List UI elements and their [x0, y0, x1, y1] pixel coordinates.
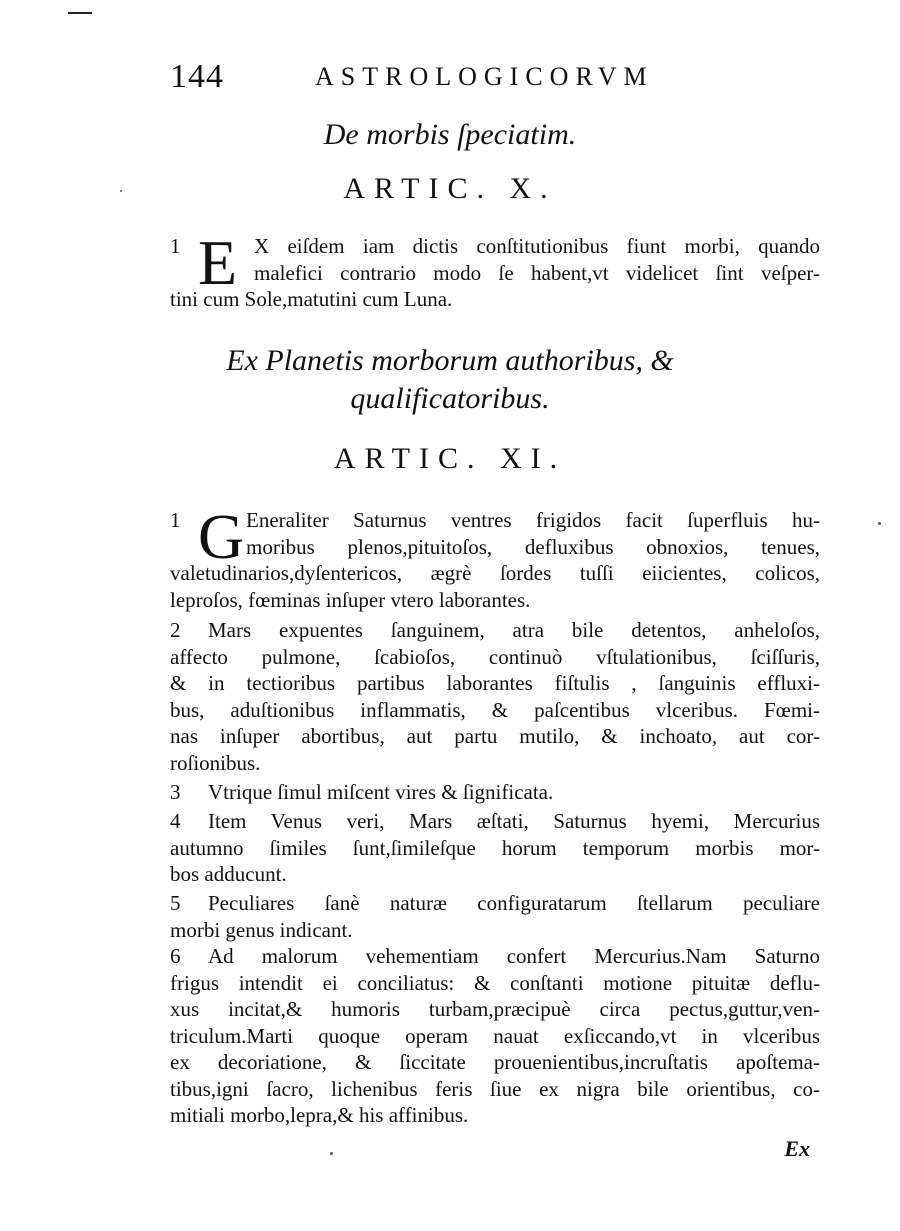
text-line: & in tectioribus partibus laborantes fiſtulis , ſanguinis effluxi-	[170, 671, 820, 695]
text-line	[170, 779, 820, 806]
text-line: xus incitat,& humoris turbam,præcipuè circa pectus,guttur,ven-	[170, 997, 820, 1021]
text-line: bus, aduſtionibus inflammatis, & paſcentibus vlceribus. Fœmi-	[170, 697, 820, 722]
text-line: bos adducunt.	[170, 862, 287, 886]
paragraph	[170, 227, 820, 313]
paragraph-number: 6	[170, 944, 181, 968]
running-head: ASTROLOGICORVM	[315, 62, 654, 91]
text-line	[170, 808, 820, 835]
paragraph	[170, 943, 820, 1129]
text-line: leproſos, fœminas inſuper vtero laborantes.	[170, 587, 531, 612]
text-line-content: Mars expuentes ſanguinem, atra bile detentos, anheloſos,	[208, 618, 820, 642]
text-line: tini cum Sole,matutini cum Luna.	[170, 287, 453, 311]
paragraph-number: 1	[170, 508, 181, 532]
paragraph	[170, 808, 820, 888]
text-line-content: Vtrique ſimul miſcent vires & ſignificata.	[208, 780, 554, 804]
text-line: malefici contrario modo ſe habent,vt videlicet ſint veſper-	[254, 260, 820, 285]
page-header	[170, 58, 830, 98]
text-line: roſionibus.	[170, 750, 261, 775]
text-line: X eiſdem iam dictis conſtitutionibus fiunt morbi, quando	[254, 234, 820, 258]
paragraph	[170, 501, 820, 613]
text-line: moribus plenos,pituitoſos, defluxibus obnoxios, tenues,	[246, 534, 820, 559]
paragraph-number: 4	[170, 809, 181, 833]
scan-speck	[120, 190, 122, 192]
text-line-content: Peculiares ſanè naturæ configuratarum ſtellarum peculiare	[208, 891, 820, 915]
text-line	[170, 890, 820, 917]
text-line: triculum.Marti quoque operam nauat exſiccando,vt in vlceribus	[170, 1023, 820, 1048]
drop-cap: E	[198, 227, 238, 298]
text-line: tibus,igni ſacro, lichenibus feris ſiue ex nigra bile orientibus, co-	[170, 1076, 820, 1101]
scan-speck	[878, 522, 881, 525]
page-number: 144	[170, 58, 224, 95]
catchword: Ex	[784, 1136, 810, 1161]
text-line: autumno ſimiles ſunt,ſimileſque horum temporum morbis mor-	[170, 835, 820, 860]
text-line: valetudinarios,dyſentericos, ægrè ſordes tuſſi eiicientes, colicos,	[170, 561, 820, 585]
article-heading: ARTIC. X.	[343, 172, 557, 205]
paragraph-number: 2	[170, 618, 181, 642]
text-line: frigus intendit ei conciliatus: & conſtanti motione pituitæ deflu-	[170, 970, 820, 995]
paragraph	[170, 617, 820, 776]
top-edge-mark	[68, 12, 92, 14]
drop-cap: G	[198, 501, 245, 572]
paragraph	[170, 779, 820, 806]
text-line: mitiali morbo,lepra,& his affinibus.	[170, 1103, 469, 1127]
text-line: affecto pulmone, ſcabioſos, continuò vſtulationibus, ſciſſuris,	[170, 644, 820, 669]
text-line	[170, 617, 820, 644]
paragraph	[170, 890, 820, 943]
text-line: nas inſuper abortibus, aut partu mutilo, & inchoato, aut cor-	[170, 724, 820, 748]
paragraph-number: 3	[170, 780, 181, 804]
section-title: Ex Planetis morborum authoribus, &	[226, 344, 674, 377]
paragraph-number: 1	[170, 234, 181, 258]
article-heading: ARTIC. XI.	[333, 442, 567, 475]
text-line: ex decoriatione, & ſiccitate prouenientibus,incruſtatis apoſtema-	[170, 1050, 820, 1074]
text-line-content: Ad malorum vehementiam confert Mercurius.Nam Saturno	[208, 944, 820, 968]
text-line: morbi genus indicant.	[170, 917, 353, 942]
section-title: qualificatoribus.	[350, 382, 550, 415]
text-line-content: Item Venus veri, Mars æſtati, Saturnus hyemi, Mercurius	[208, 809, 820, 833]
text-line	[170, 943, 820, 970]
scan-speck	[330, 1152, 333, 1155]
section-title: De morbis ſpeciatim.	[323, 118, 577, 151]
text-line: Eneraliter Saturnus ventres frigidos facit ſuperfluis hu-	[246, 508, 820, 532]
paragraph-number: 5	[170, 891, 181, 915]
